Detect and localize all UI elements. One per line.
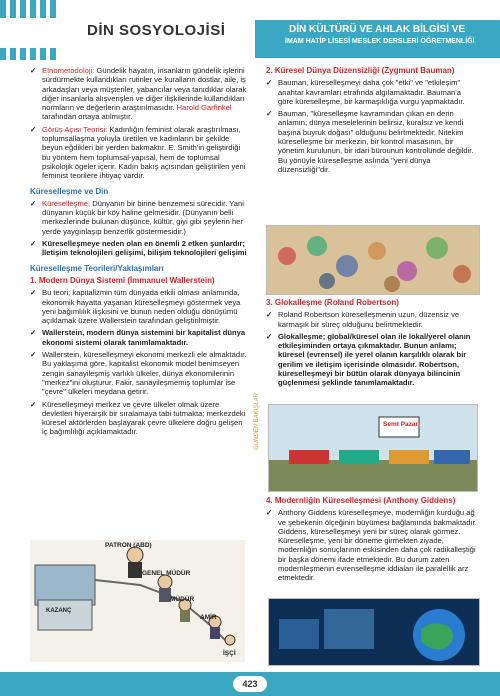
bullet-kuresellesme (30, 199, 248, 236)
term-label: Etnometodoloji: (42, 66, 95, 75)
page-number: 423 (233, 676, 267, 692)
subsection-heading: 2. Küresel Dünya Düzensizliği (Zygmunt Bauman) (266, 66, 455, 75)
subsection-heading: 4. Modernliğin Küreselleşmesi (Anthony Giddens) (266, 496, 456, 505)
bullet-text: Glokalleşme; global/küresel olan ile lokal/yerel olanın etkileşiminden ortaya çıkmaktadır. Bunun anlamı; küresel (evrensel) ile yerel olanın karşılıklı olarak bir gerilim ve iletişim içerisinde olmasıdır. Robertson, küreselleşmeyi bir bütün olarak dünyaya bilincinin güçlenmesi şeklinde tanımlamaktadır. (278, 331, 471, 388)
right-column-bottom (266, 496, 478, 586)
side-vertical-text: GÜNDEN BAKIŞLAR (254, 392, 260, 450)
market-drawing (269, 405, 477, 491)
crowd-drawing (267, 226, 479, 294)
market-illustration (268, 404, 478, 492)
cartoon-label: KAZANÇ (46, 608, 72, 614)
bullet-etkenler: ✓ Küreselleşmeye neden olan en önemli 2 etken şunlardır; İletişim teknolojileri gelişimi, bilişim teknolojileri gelişimi (30, 239, 248, 258)
bullet-text: Kadınlığın feminist olarak araştırılması, toplumsallaşma yoluyla üretilen ve kadınların bir şekilde beyun eğdikleri bir yerden bakmaktır. E. Smith'in geliştirdiği bu yöntem hem toplumsal-yapısal, hem de toplumsal psikolojik ögeler içerir. Kadın bakış açısından geliştirilen yeni feminist teorilere ihtiyaç vardır. (42, 124, 246, 181)
bullet-wallerstein-2: ✓ Wallerstein, modern dünya sistemini bir kapitalist dünya ekonomi sistemi olarak tanımlamaktadır. (30, 328, 248, 347)
section-heading: Küreselleşme Teorileri/Yaklaşımları (30, 263, 164, 273)
bullet-wallerstein-3: ✓ Wallerstein, küreselleşmeyi ekonomi merkezli ele almaktadır. Bu yaklaşıma göre, kapitalist ekonomik model benimseyen zengin sanayileşmiş varlıklı ülkeler, dünya ekonomilerinin "merkez"ini oluşturur. Fakir, sanayileşmemiş toplumlar ise "çevre" ülkeleri meydana getirir. (30, 350, 248, 396)
bullet-text: Dünyanın bir birine benzemesi sürecidir. Yani dünyanın küçük bir köy haline gelmesidir. (Dünyanın belli merkezlerinde bulunan düşünce, kültür, giyi gibi şeylerin her yerde yaygınlaşıp benzerlik göstermesidir.) (42, 198, 244, 236)
bullet-wallerstein-1: ✓ Bu teori; kapitalizmin tüm dünyada etkili olması anlamında, ekonomik hayatta yaşanan küreselleşmeyi göstermek veya yeni bağımlılık ilişkisini ve bunun neden olduğu dönüşümü açıklamak üzere Wallerstein tarafından geliştirilmiştir. (30, 288, 248, 325)
cartoon-label: İŞÇİ (223, 650, 236, 657)
subsection-heading: 3. Glokalleşme (Roland Robertson) (266, 298, 399, 307)
right-column-mid (266, 298, 478, 391)
author-name: Harold Garfinkel (174, 103, 232, 113)
banner-line1: DİN KÜLTÜRÜ VE AHLAK BİLGİSİ VE (289, 24, 466, 35)
right-column (266, 66, 478, 177)
bullet-gorus-acisi (30, 125, 248, 181)
bullet-giddens: ✓ Anthony Giddens küreselleşmeye, modernliğin kurduğu ağ ve şebekenin ölçeğinin büyümesi bağlamında bakmaktadır. Giddens, küreselleşmeyi yeni bir süreç olarak görmez. Küreselleşme, yeni bir döneme girmekten ziyade, modernliğin sonuçlarının eskisinden daha çok radikalleştiği bir başka dönemi ifade etmektedir. Bu durum zaten modernleşmenin evrenselleşme iddiaları ile paralellik arz etmektedir. (266, 508, 478, 582)
bullet-robertson-1: ✓ Roland Robertson küreselleşmenin uzun, düzensiz ve karmaşık bir süreç olduğunu belirtmektedir. (266, 310, 478, 329)
market-sign: Semt Pazarı (383, 421, 420, 428)
globe-illustration (268, 598, 480, 666)
page-title: DİN SOSYOLOJİSİ (87, 22, 226, 39)
bullet-text: tarafından ortaya atılmıştır. (42, 112, 133, 122)
cartoon-label: AMİR (200, 614, 217, 621)
page-header (0, 0, 500, 60)
bullet-etnometodoloji (30, 66, 248, 122)
globe-drawing (269, 599, 479, 665)
bullet-wallerstein-4: ✓ Küreselleşmeyi merkez ve çevre ülkeler olmak üzere devletleri hiyerarşik bir sıralamaya tabi tutmakta; merkezdeki küresel aktörlerden başlayarak çevre ülkelere doğru gelişen iç bağımlılığı açıklamaktadır. (30, 400, 248, 437)
cartoon-label: GENEL MÜDÜR (142, 570, 191, 577)
hierarchy-cartoon (30, 540, 245, 662)
bullet-text: Gündelik hayatın, insanların gündelik işlerini sürdürmekte kullandıkları rutinler ve kuralların dostlar, aile, iş arkadaşları veya müşteriler, yabancılar veya tanıdıklar olarak diğer insanlarla alışverişleri ve diğer ilişkilerinde kullandıkları normların ve değerlerin araştırılmasıdır. (42, 66, 247, 113)
left-column (30, 66, 248, 440)
banner-line2: İMAM HATİP LİSESİ MESLEK DERSLERİ ÖĞRETMENLİĞİ (285, 38, 475, 45)
subsection-heading: 1. Modern Dünya Sistemi (İmmanuel Wallerstein) (30, 275, 215, 285)
cartoon-label: MÜDÜR (170, 596, 195, 603)
bullet-bauman-2: ✓ Bauman, "küreselleşme kavramından çıkan en derin anlamın; dünya meselelerinin belirsiz, kuralsız ve kendi başına buyruk doğası" olduğunu belirtmektedir. Nitekim küreselleşme bir merkezin, bir kontrol masasının, bir yönetim kurulunun, bir idari bürounun kontrolünde değildir. Bu yönüyle küreselleşme aslında "yeni dünya düzensizliği"dir. (266, 109, 478, 174)
cartoon-label: PATRON (ABD) (105, 542, 152, 549)
bullet-bauman-1: ✓ Bauman, küreselleşmeyi daha çok "etki" ve "etkileşim" anahtar kavramları etrafında algılamaktadır. Bauman'a göre küreselleşme, bir karmaşıklığa vurgu yapmaktadır. (266, 78, 478, 106)
term-label: Küreselleşme; (42, 198, 91, 208)
bullet-robertson-2 (266, 332, 478, 388)
crowd-illustration (266, 225, 480, 295)
header-right-banner (255, 20, 500, 58)
cartoon-illustration (30, 540, 245, 662)
section-heading: Küreselleşme ve Din (30, 186, 109, 196)
term-label: Görüş Açısı Teorisi: (42, 124, 108, 134)
